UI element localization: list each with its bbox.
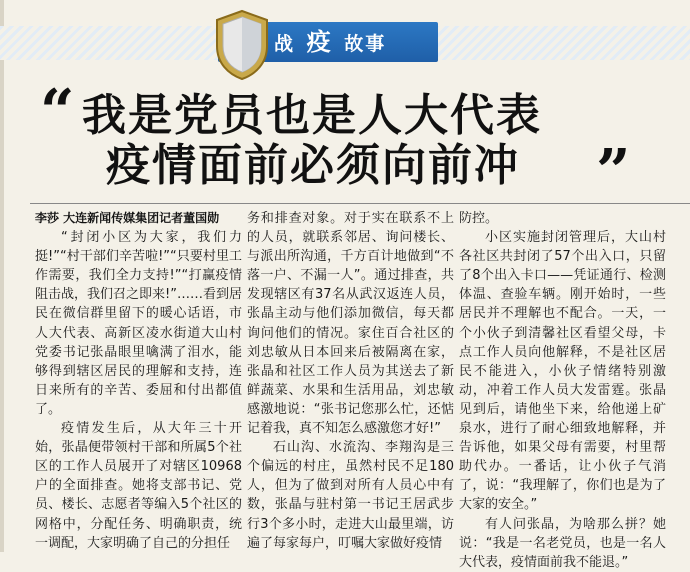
headline-open-quote: “ (40, 77, 75, 147)
section-title-suffix: 故事 (344, 33, 387, 55)
headline-close-quote: ” (596, 137, 631, 207)
article-column-2 (247, 209, 454, 553)
section-title (274, 27, 386, 57)
paragraph: “封闭小区为大家，我们力挺!”“村干部们辛苦啦!”“只要村里工作需要，我们全力支持!”“打赢疫情阻击战，我们召之即来!”……看到居民在微信群里留下的暖心话语，市人大代表、高新区凌水街道大山村党委书记张晶眼里噙满了泪水，能够得到辖区居民的理解和支持，连日来所有的辛苦、委屈和付出都值了。 (35, 230, 242, 417)
article-column-1 (35, 209, 242, 553)
shield-icon (212, 8, 272, 82)
paragraph: 有人问张晶，为啥那么拼？她说：“我是一名老党员，也是一名人大代表，疫情面前我不能退。” (459, 516, 666, 570)
byline: 李莎 大连新闻传媒集团记者董国勋 (35, 211, 220, 225)
paragraph: 疫情发生后，从大年三十开始，张晶便带领村干部和所属5个社区的工作人员展开了对辖区10968户的全面排查。她将支部书记、党员、楼长、志愿者等编入5个社区的网格中，分配任务、明确职责，统一调配，大家明确了自己的分担任 (35, 421, 242, 551)
paragraph: 防控。 (459, 211, 499, 226)
paragraph: 石山沟、水流沟、李翔沟是三个偏远的村庄，虽然村民不足180人，但为了做到对所有人员心中有数，张晶与驻村第一书记王居武步行3个多小时，走进大山最里端，访遍了每家每户，叮嘱大家做好疫情 (247, 440, 454, 551)
paragraph: 务和排查对象。对于实在联系不上的人员，就联系邻居、询问楼长、与派出所沟通，千方百计地做到“不落一户、不漏一人”。通过排查，共发现辖区有37名从武汉返连人员，张晶主动与他们添加微信，每天都询问他们的情况。家住百合社区的刘忠敏从日本回来后被隔离在家，张晶和社区工作人员为其送去了新鲜蔬菜、水果和生活用品，刘忠敏感激地说：“张书记您那么忙，还惦记着我，真不知怎么感激您才好!” (247, 211, 454, 437)
headline-divider (30, 203, 690, 204)
section-title-prefix: 战 (274, 33, 296, 55)
article-column-3 (459, 209, 666, 572)
section-title-emphasis: 疫 (306, 28, 333, 56)
page-edge (0, 0, 4, 552)
paragraph: 小区实施封闭管理后，大山村各社区共封闭了57个出入口，只留了8个出入卡口——凭证通行、检测体温、查验车辆。刚开始时，一些居民并不理解也不配合。一天，一个小伙子到清馨社区看望父母，卡点工作人员向他解释，不是社区居民不能进入，小伙子情绪特别激动，冲着工作人员大发雷霆。张晶见到后，请他坐下来，给他递上矿泉水，进行了耐心细致地解释，并告诉他，如果父母有需要，村里帮助代办。一番话，让小伙子气消了，说：“我理解了，你们也是为了大家的安全。” (459, 230, 666, 513)
headline-line-1: 我是党员也是人大代表 (82, 90, 542, 141)
headline-line-2: 疫情面前必须向前冲 (106, 140, 520, 191)
